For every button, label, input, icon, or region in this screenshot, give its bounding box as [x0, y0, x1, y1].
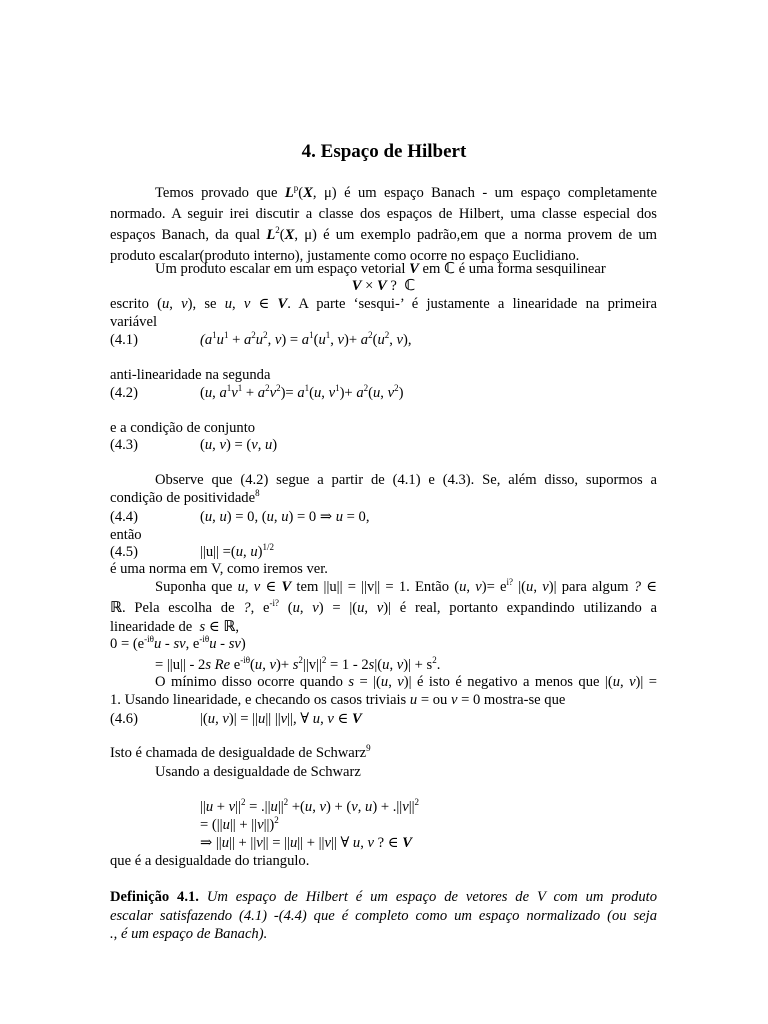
equation: |(u, v)| = ||u|| ||v||, ∀ u, v ∈ V	[200, 711, 362, 727]
equation: $||u + v||^2 = .||u||^2 +(u$, v) + (v, $u) + .||v||^2$	[200, 797, 420, 815]
equation: (u, u) = 0, (u, u) = 0 ⇒ u = 0,	[200, 509, 370, 525]
paragraph-line: Observe que (4.2) segue a partir de (4.1) e (4.3). Se, além disso, supormos a	[155, 472, 657, 488]
equation-label: (4.1)	[110, 332, 138, 348]
paragraph-line: é uma norma em V, como iremos ver.	[110, 561, 328, 577]
paragraph-line: então	[110, 527, 142, 543]
equation: (u, $a^1v^1 + a^2v^2)= a^1(u$, $v^1)+ a^2(u$, $v^2$)	[200, 383, 404, 401]
definition-line: ., é um espaço de Banach).	[110, 926, 268, 942]
paragraph-line: 1. Usando linearidade, e checando os casos triviais u = ou v = 0 mostra-se que	[110, 692, 566, 708]
paragraph-line: anti-linearidade na segunda	[110, 367, 271, 383]
equation: = ||u|| - 2s Re $e^{-i\theta}(u$, $v)+ s^2||v||^2 = 1 - 2s|(u$, $v)| + s^2$.	[155, 655, 441, 673]
section-title: 4. Espaço de Hilbert	[301, 141, 467, 162]
paragraph-line: $0 = (e^{-i\theta}u$ - sv, $e^{-i\theta}u - sv$)	[110, 634, 246, 652]
paragraph-line: O mínimo disso ocorre quando s = |(u, v)| é isto é negativo a menos que |(u, v)| =	[155, 674, 657, 690]
definition-line: escalar satisfazendo (4.1) -(4.4) que é completo como um espaço normalizado (ou seja	[110, 908, 657, 924]
paragraph-line: Um produto escalar em um espaço vetorial V em ℂ é uma forma sesquilinear	[155, 259, 606, 277]
paragraph-line: que é a desigualdade do triangulo.	[110, 853, 310, 869]
paragraph-line: Isto é chamada de desigualdade de Schwarz$^9$	[110, 743, 371, 761]
paragraph-line: e a condição de conjunto	[110, 420, 256, 436]
equation: (u, v) = (v, u)	[200, 437, 278, 453]
paragraph-line: produto escalar(produto interno), justamente como ocorre no espaço Euclidiano.	[110, 248, 580, 264]
equation: ($a^1u^1 + a^2u^2$, $v) = a^1(u^1$, $v)+ a^2(u^2$, v),	[200, 330, 412, 348]
equation-label: (4.3)	[110, 437, 138, 453]
paragraph-line: linearidade de s ∈ ℝ,	[110, 617, 240, 635]
paragraph-line: ℝ. Pela escolha de ?, $e^{-i?}$ (u, v) = |(u, v)| é real, portanto expandindo utilizando a	[110, 598, 658, 616]
equation: = $(||u|| + ||v||)^2$	[200, 815, 279, 833]
equation: ⇒ ||u|| + ||v|| = ||u|| + ||v|| ∀ u, v ? ∈ V	[200, 835, 412, 851]
definition-line	[110, 888, 657, 906]
paragraph-line: escrito (u, v), se u, v ∈ V. A parte ‘sesqui-’ é justamente a linearidade na primeira	[110, 296, 658, 312]
definition-heading: Definição 4.1.	[110, 889, 199, 905]
paragraph-line: espaços Banach, da qual $L^2(X$, μ) é um exemplo padrão,em que a norma provem de um	[110, 225, 657, 243]
paragraph-line: condição de positividade$^8$	[110, 488, 260, 506]
paragraph-line: Temos provado que $L^p(X$, μ) é um espaço Banach - um espaço completamente	[155, 183, 657, 201]
paragraph-line: V × V ? ℂ	[351, 276, 416, 294]
paragraph-line: normado. A seguir irei discutir a classe dos espaços de Hilbert, uma classe especial dos	[110, 206, 657, 222]
equation: ||u|| =(u, u)$^{1/2}$	[200, 542, 275, 560]
equation-label: (4.5)	[110, 544, 138, 560]
equation-label: (4.2)	[110, 385, 138, 401]
definition-text: Um espaço de Hilbert é um espaço de vetores de V com um produto	[206, 889, 658, 905]
paragraph-line: variável	[110, 314, 157, 330]
equation-label: (4.4)	[110, 509, 138, 525]
paragraph-line: Suponha que u, v ∈ V tem ||u|| = ||v|| = 1. Então (u, $v)= e^{i?}$ |(u, v)| para algum ? ∈	[155, 577, 658, 595]
paragraph-line: Usando a desigualdade de Schwarz	[155, 764, 361, 780]
equation-label: (4.6)	[110, 711, 138, 727]
